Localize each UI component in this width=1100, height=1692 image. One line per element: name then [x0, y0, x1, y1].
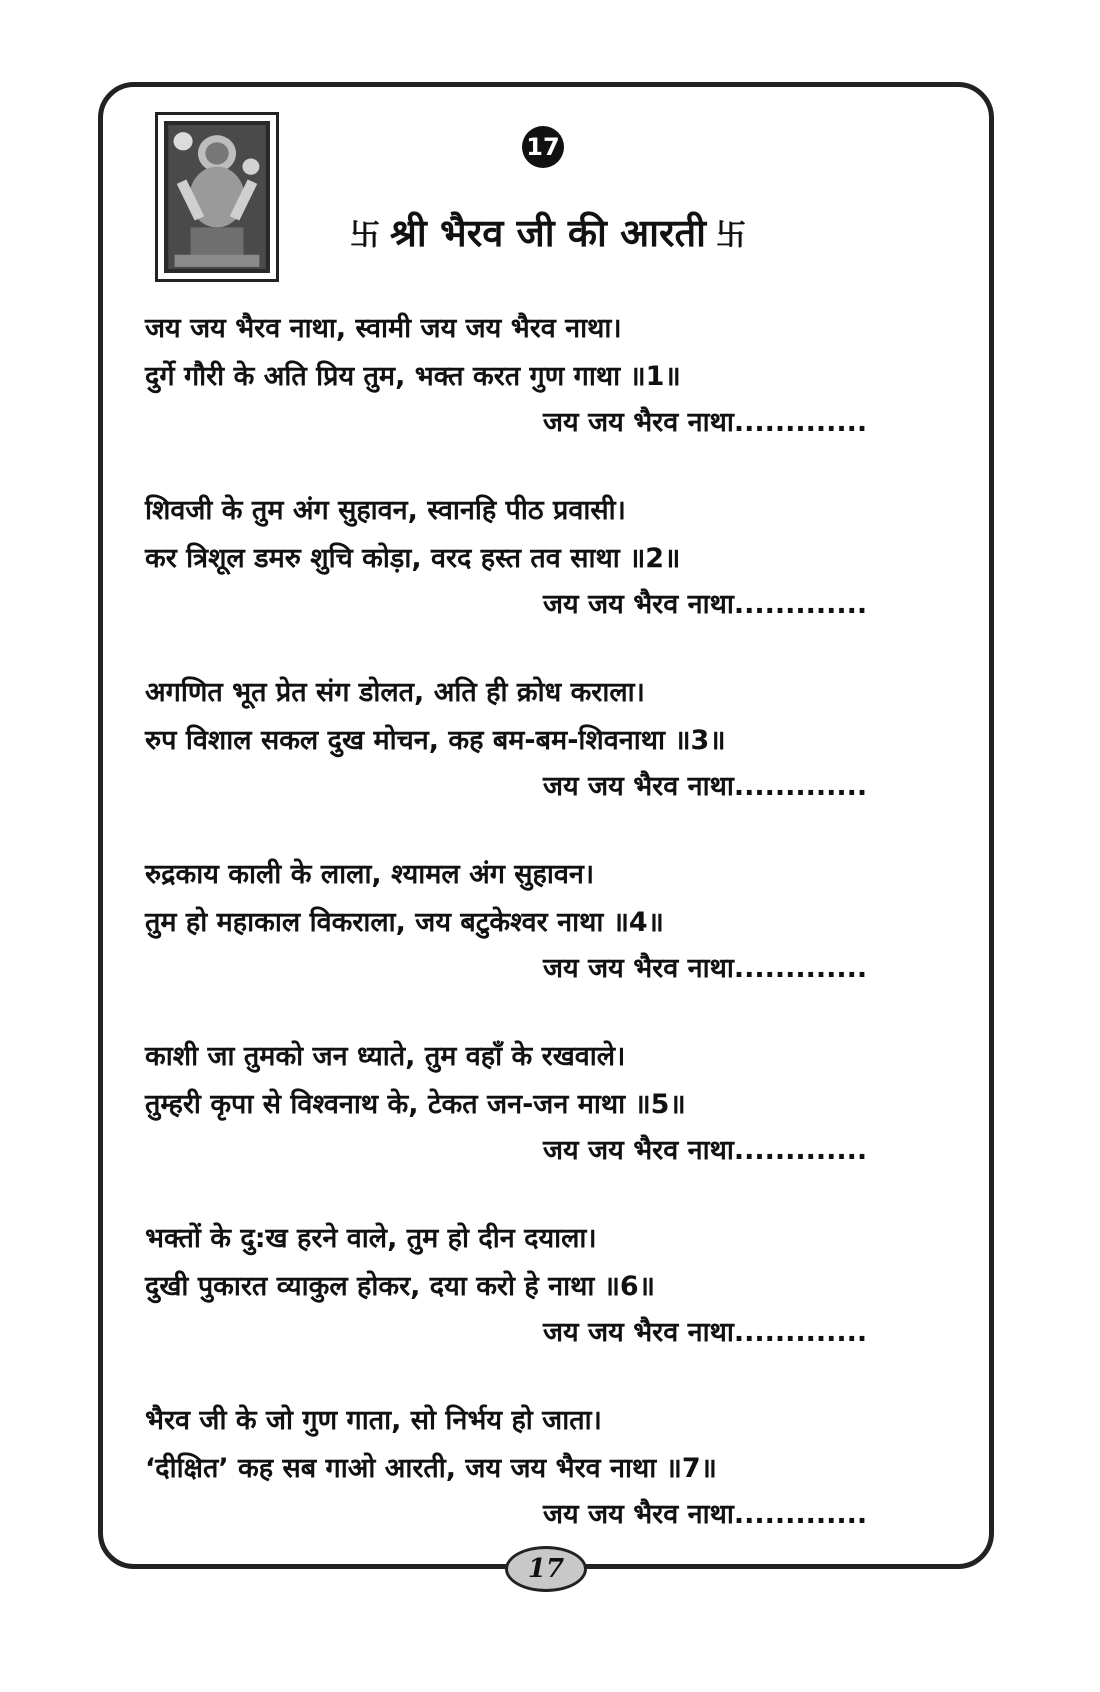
verse-line: दुखी पुकारत व्याकुल होकर, दया करो हे नाथा ॥6॥ — [145, 1271, 655, 1302]
swastika-icon-left: 卐 — [350, 218, 380, 253]
verse-line: शिवजी के तुम अंग सुहावन, स्वानहि पीठ प्रवासी। — [145, 495, 626, 526]
verse-1 — [145, 305, 945, 445]
title-text: श्री भैरव जी की आरती — [390, 211, 706, 255]
page-number: 17 — [505, 1546, 587, 1592]
verse-line: दुर्गे गौरी के अति प्रिय तुम, भक्त करत गुण गाथा ॥1॥ — [145, 361, 681, 392]
refrain-line: जय जय भैरव नाथा............. — [543, 1499, 868, 1530]
bhairav-image-icon — [164, 121, 270, 273]
refrain-line: जय जय भैरव नाथा............. — [543, 953, 868, 984]
verse-line: भक्तों के दु:ख हरने वाले, तुम हो दीन दयाला। — [145, 1223, 597, 1254]
refrain-line: जय जय भैरव नाथा............. — [543, 1135, 868, 1166]
refrain-line: जय जय भैरव नाथा............. — [543, 407, 868, 438]
deity-photo — [155, 112, 279, 282]
page-title — [308, 204, 788, 260]
verse-5 — [145, 1033, 945, 1173]
swastika-icon-right: 卐 — [716, 218, 746, 253]
refrain-line: जय जय भैरव नाथा............. — [543, 771, 868, 802]
verse-line: कर त्रिशूल डमरु शुचि कोड़ा, वरद हस्त तव साथा ॥2॥ — [145, 543, 681, 574]
verse-line: अगणित भूत प्रेत संग डोलत, अति ही क्रोध कराला। — [145, 677, 645, 708]
page-badge: 17 — [522, 126, 564, 168]
verse-line: जय जय भैरव नाथा, स्वामी जय जय भैरव नाथा। — [145, 313, 622, 344]
verse-line: रुद्रकाय काली के लाला, श्यामल अंग सुहावन। — [145, 859, 595, 890]
verse-line: रुप विशाल सकल दुख मोचन, कह बम-बम-शिवनाथा ॥3॥ — [145, 725, 726, 756]
verse-line: भैरव जी के जो गुण गाता, सो निर्भय हो जाता। — [145, 1405, 602, 1436]
verse-6 — [145, 1215, 945, 1355]
verse-3 — [145, 669, 945, 809]
refrain-line: जय जय भैरव नाथा............. — [543, 589, 868, 620]
verse-line: तुम हो महाकाल विकराला, जय बटुकेश्वर नाथा ॥4॥ — [145, 907, 664, 938]
verse-line: ‘दीक्षित’ कह सब गाओ आरती, जय जय भैरव नाथा ॥7॥ — [145, 1453, 717, 1484]
verse-2 — [145, 487, 945, 627]
verse-7 — [145, 1397, 945, 1537]
verse-line: काशी जा तुमको जन ध्याते, तुम वहाँ के रखवाले। — [145, 1041, 626, 1072]
verse-line: तुम्हरी कृपा से विश्वनाथ के, टेकत जन-जन माथा ॥5॥ — [145, 1089, 686, 1120]
refrain-line: जय जय भैरव नाथा............. — [543, 1317, 868, 1348]
verse-4 — [145, 851, 945, 991]
